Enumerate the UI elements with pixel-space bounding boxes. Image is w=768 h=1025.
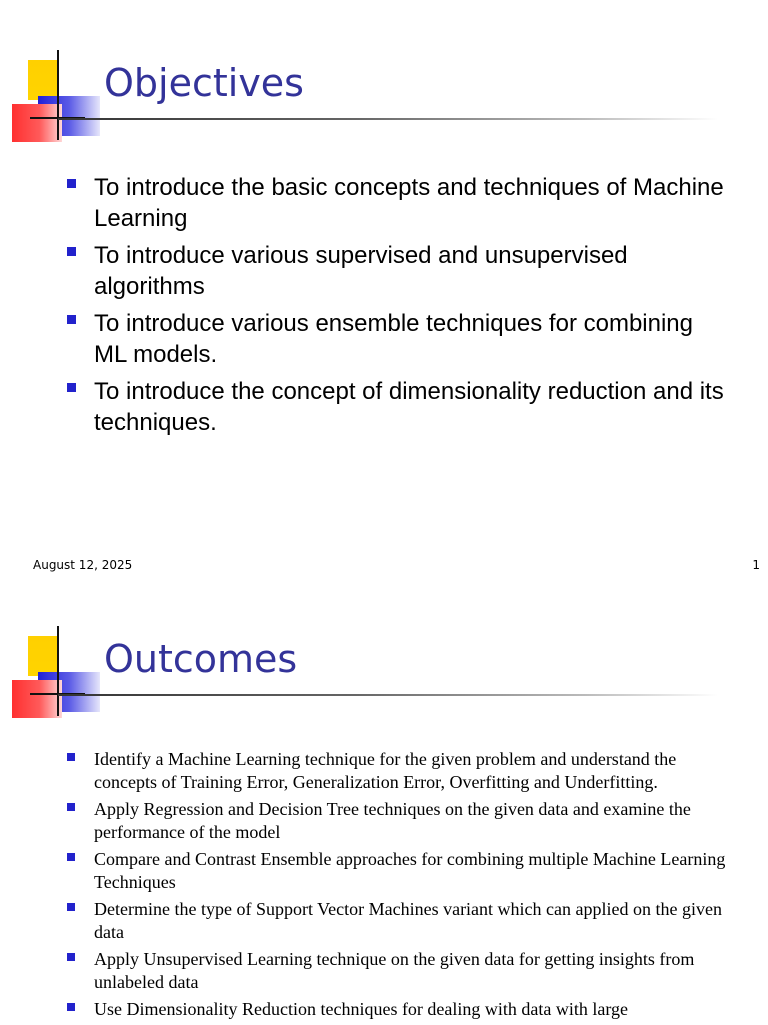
square-bullet-icon bbox=[67, 383, 76, 392]
bullet-text: To introduce the basic concepts and techniques of Machine Learning bbox=[94, 174, 724, 232]
bullet-text: Apply Unsupervised Learning technique on the given data for getting insights from unlabeled data bbox=[94, 949, 695, 992]
bullet-text: Apply Regression and Decision Tree techniques on the given data and examine the performance of the model bbox=[94, 799, 691, 842]
bullet-text: Identify a Machine Learning technique for the given problem and understand the concepts of Training Error, Generalization Error, Overfitting and Underfitting. bbox=[94, 749, 677, 792]
list-item bbox=[64, 998, 734, 1021]
list-item bbox=[64, 748, 734, 794]
decorative-logo-icon bbox=[12, 50, 102, 142]
slide-outcomes bbox=[0, 576, 768, 1024]
bullet-text: Determine the type of Support Vector Machines variant which can applied on the given data bbox=[94, 899, 722, 942]
square-bullet-icon bbox=[67, 247, 76, 256]
slide-title: Objectives bbox=[104, 61, 304, 105]
list-item bbox=[64, 898, 734, 944]
square-bullet-icon bbox=[67, 903, 75, 911]
list-item bbox=[64, 172, 724, 234]
decorative-logo-icon bbox=[12, 626, 102, 718]
square-bullet-icon bbox=[67, 803, 75, 811]
list-item bbox=[64, 948, 734, 994]
outcomes-list bbox=[64, 748, 734, 1025]
square-bullet-icon bbox=[67, 1003, 75, 1011]
list-item bbox=[64, 848, 734, 894]
title-divider bbox=[58, 118, 718, 120]
bullet-text: To introduce various supervised and unsupervised algorithms bbox=[94, 242, 628, 300]
footer-date: August 12, 2025 bbox=[33, 558, 133, 572]
square-bullet-icon bbox=[67, 953, 75, 961]
square-bullet-icon bbox=[67, 179, 76, 188]
slide-title: Outcomes bbox=[104, 637, 298, 681]
list-item bbox=[64, 376, 724, 438]
list-item bbox=[64, 308, 724, 370]
square-bullet-icon bbox=[67, 853, 75, 861]
bullet-text: To introduce the concept of dimensionality reduction and its techniques. bbox=[94, 378, 724, 436]
list-item bbox=[64, 240, 724, 302]
bullet-text: Compare and Contrast Ensemble approaches for combining multiple Machine Learning Techniques bbox=[94, 849, 726, 892]
square-bullet-icon bbox=[67, 315, 76, 324]
bullet-text: Use Dimensionality Reduction techniques for dealing with data with large bbox=[94, 999, 629, 1019]
bullet-text: To introduce various ensemble techniques for combining ML models. bbox=[94, 310, 694, 368]
objectives-list bbox=[64, 172, 724, 444]
list-item bbox=[64, 798, 734, 844]
title-divider bbox=[58, 694, 718, 696]
square-bullet-icon bbox=[67, 753, 75, 761]
page-number: 1 bbox=[752, 558, 760, 572]
